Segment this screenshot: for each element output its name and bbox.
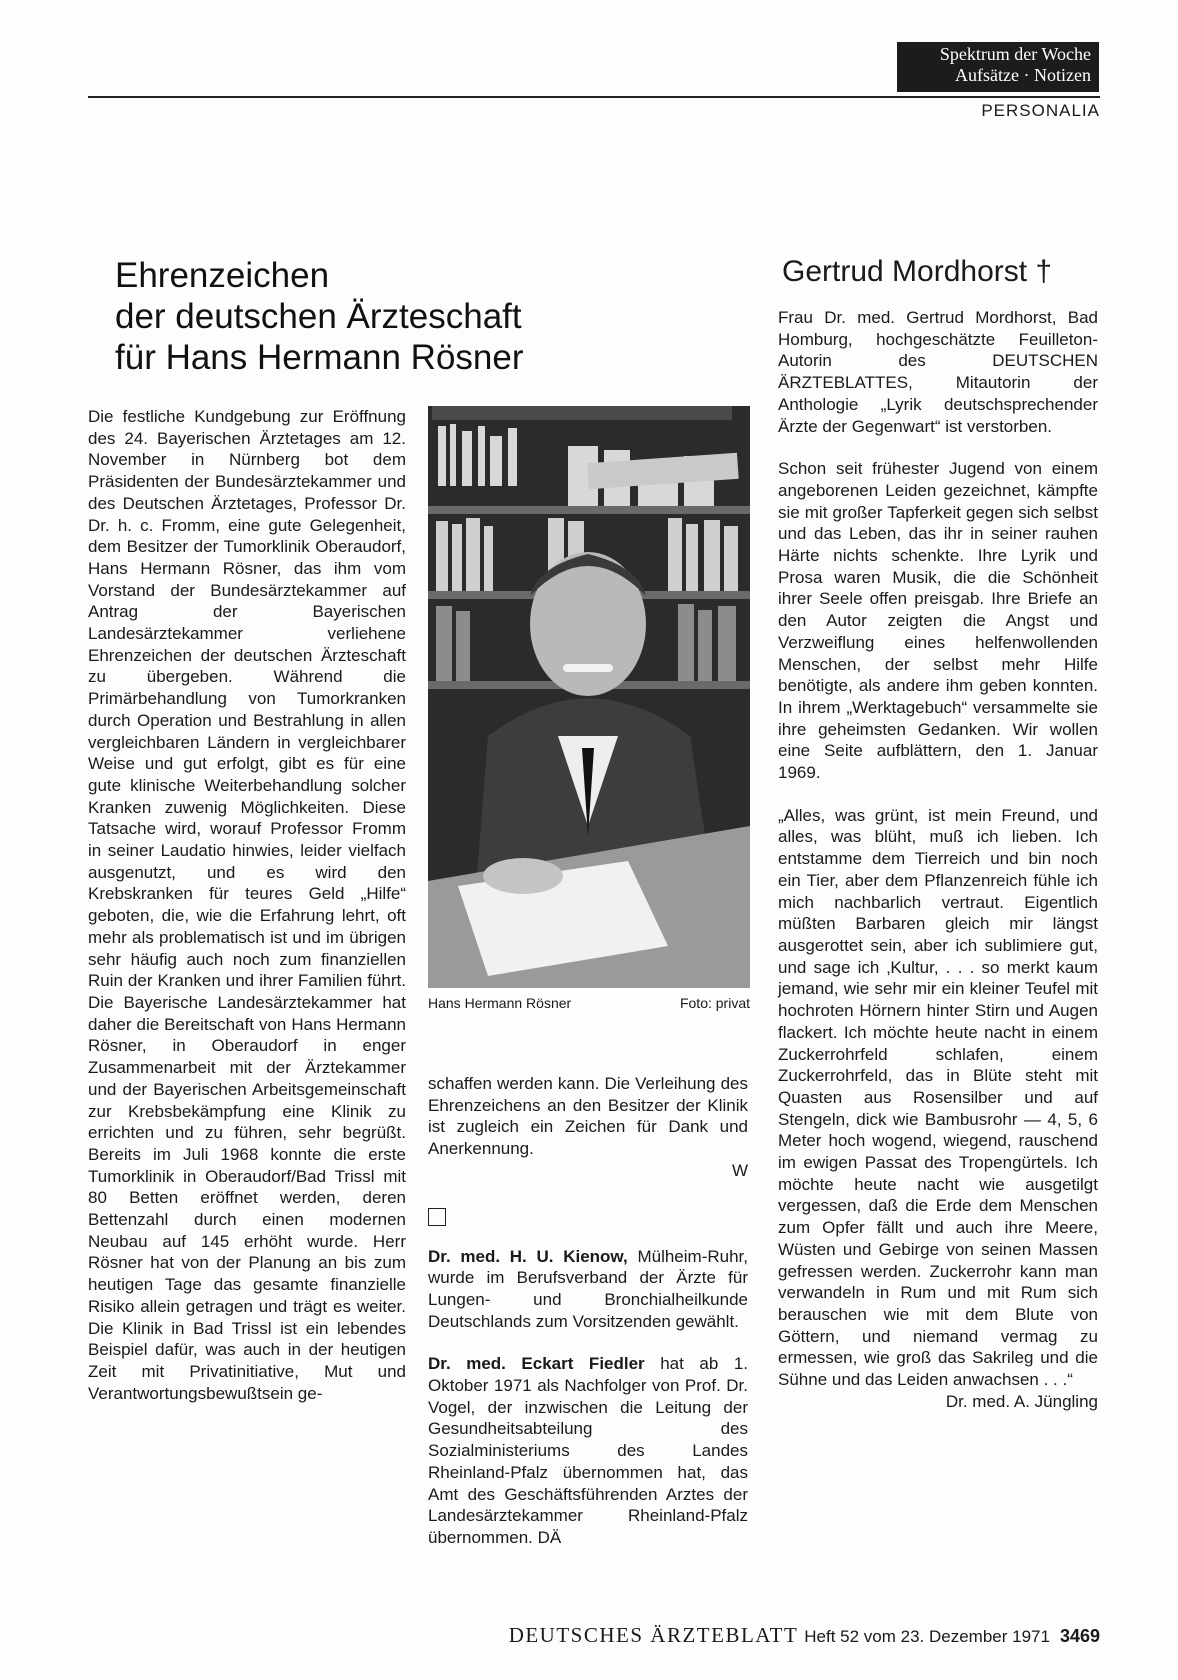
obituary-paragraph-3: „Alles, was grünt, ist mein Freund, und alles, was blüht, muß ich lieben. Ich entstamme dem Tierreich und bin noch ein Tier, aber dem Pflanzenreich fühle ich mich nachbarlich vertraut. Eigentlich müßten Barbaren gleich mir längst ausgerottet sein, aber ich sublimiere gut, und sage ich ‚Kultur, . . . so merkt kaum jemand, wie sehr mir ein kleiner Teufel mit hochroten Hörnern hinter Stirn und Augen flackert. Ich möchte heute nacht in einem Zuckerrohrfeld schlafen, einem Zuckerrohrfeld, das in Blüte steht mit Quasten aus Rosensilber und auf Stengeln, dick wie Bambusrohr — 4, 5, 6 Meter hoch wogend, wiegend, rauschend im ewigen Passat des Tropengürtels. Ich möchte heute nacht wie ausgetilgt vergessen, daß die Erde dem Menschen zum Opfer fällt und auch ihre Meere, Wüsten und Gebirge von seinen Massen gefressen werden. Zuckerrohr kann man verwandeln in Rum und mit Rum sich berauschen wie mit dem Blute von Göttern, und niemand vermag zu ermessen, wie groß das Sakrileg und die Sühne und das Leiden anwachsen . . .“ Dr. med. A. Jüngling <box>778 805 1098 1411</box>
article-signature: W <box>731 1160 748 1180</box>
article-body-continued: schaffen werden kann. Die Verleihung des Ehrenzeichens an den Besitzer der Klinik ist zugleich ein Zeichen für Dank und Anerkennung. W <box>428 1074 748 1180</box>
obituary-paragraph-2: Schon seit frühester Jugend von einem angeborenen Leiden gezeichnet, kämpfte sie mit großer Tapferkeit gegen sich selbst und das Leben, das ihr in seiner rauhen Härte nichts schenkte. Ihre Lyrik und Prosa waren Musik, die die Schönheit ihrer Seele offen preisgab. Ihre Briefe an den Autor zeigten die Angst und Verzweiflung eines helfenwollenden Menschen, der selbst mehr Hilfe benötigte, als andere ihm geben konnten. In ihrem „Werktagebuch“ versammelte sie ihre geheimsten Gedanken. Wir wollen eine Seite aufblättern, den 1. Januar 1969. <box>778 459 1098 783</box>
section-label <box>897 42 1099 92</box>
separator-square-icon <box>428 1208 446 1226</box>
article-body-text: Die festliche Kundgebung zur Eröffnung des 24. Bayerischen Ärztetages am 12. November in Nürnberg bot dem Präsidenten der Bundesärztekammer und des Deutschen Ärztetages, Professor Dr. Dr. h. c. Fromm, eine gute Gelegenheit, dem Besitzer der Tumorklinik Oberaudorf, Hans Hermann Rösner, das ihm vom Vorstand der Bundesärztekammer auf Antrag der Bayerischen Landesärztekammer verliehene Ehrenzeichen der deutschen Ärzteschaft zu übergeben. Während die Primärbehandlung von Tumorkranken durch Operation und Bestrahlung in allen vergleichbaren Ländern in vergleichbarer Weise und gut erfolgt, gibt es für eine gute klinische Weiterbehandlung solcher Kranken zuwenig Möglichkeiten. Diese Tatsache wird, worauf Professor Fromm in seiner Laudatio hinwies, leider vielfach ausgenutzt, und es wird den Krebskranken für teures Geld „Hilfe“ geboten, die, wie die Erfahrung lehrt, oft mehr als problematisch ist und im übrigen sehr häufig auch noch zum finanziellen Ruin der Kranken und ihrer Familien führt. Die Bayerische Landesärztekammer hat daher die Bereitschaft von Hans Hermann Rösner, in Oberaudorf in enger Zusammenarbeit mit der Ärztekammer und der Bayerischen Arbeitsgemeinschaft zur Krebsbekämpfung eine Klinik zu errichten und zu führen, sehr begrüßt. Bereits im Juli 1968 konnte die erste Tumorklinik in Oberaudorf/Bad Trissl mit 80 Betten eröffnet werden, deren Bettenzahl durch einen modernen Neubau auf 145 erhöht wurde. Herr Rösner hat von der Planung an bis zum heutigen Tage das gesamte finanzielle Risiko allein getragen und trägt es weiter. Die Klinik in Bad Trissl ist ein lebendes Beispiel dafür, was auch in der heutigen Zeit mit Privatinitiative, Mut und Verantwortungsbewußtsein ge- <box>88 407 406 1403</box>
journal-name: DEUTSCHES ÄRZTEBLATT <box>508 1623 799 1647</box>
notice-fiedler: Dr. med. Eckart Fiedler hat ab 1. Oktober 1971 als Nachfolger von Prof. Dr. Vogel, der inzwischen die Leitung der Gesundheitsabteilung des Sozialministeriums des Landes Rheinland-Pfalz übernommen hat, das Amt des Geschäftsführenden Arztes der Landesärztekammer Rheinland-Pfalz übernommen. DÄ <box>428 1354 749 1547</box>
header-rule <box>88 96 1100 98</box>
photo-credit: Foto: privat <box>679 995 750 1011</box>
article-headline <box>115 255 615 378</box>
issue-info: Heft 52 vom 23. Dezember 1971 <box>804 1627 1050 1646</box>
obituary-column <box>778 307 1098 1412</box>
page-footer <box>420 1623 1100 1648</box>
notice-kienow: Dr. med. H. U. Kienow, Mülheim-Ruhr, wurde im Berufsverband der Ärzte für Lungen- und Bronchialheilkunde Deutschlands zum Vorsitzenden gewählt. <box>428 1246 748 1331</box>
notice-signature: DÄ <box>537 1527 562 1547</box>
obituary-signature: Dr. med. A. Jüngling <box>945 1391 1098 1411</box>
obituary-paragraph-1: Frau Dr. med. Gertrud Mordhorst, Bad Homburg, hochgeschätzte Feuilleton-Autorin des DEUTSCHEN ÄRZTEBLATTES, Mitautorin der Anthologie „Lyrik deutschsprechender Ärzte der Gegenwart“ ist verstorben. <box>778 308 1098 436</box>
section-label-line1: Spektrum der Woche <box>939 44 1091 64</box>
headline-line-3: für Hans Hermann Rösner <box>115 338 524 377</box>
notice-name: Dr. med. H. U. Kienow, <box>428 1246 628 1266</box>
article-column-2 <box>428 1073 748 1549</box>
section-label-line2: Aufsätze · Notizen <box>955 65 1091 85</box>
headline-line-2: der deutschen Ärzteschaft <box>115 297 522 336</box>
category-label: PERSONALIA <box>981 101 1100 120</box>
headline-line-1: Ehrenzeichen <box>115 256 330 295</box>
article-column-1 <box>88 406 406 1404</box>
page-number: 3469 <box>1059 1626 1100 1646</box>
caption-text: Hans Hermann Rösner <box>428 995 572 1011</box>
notice-name: Dr. med. Eckart Fiedler <box>428 1354 645 1374</box>
obituary-title: Gertrud Mordhorst † <box>782 255 1053 288</box>
portrait-photo <box>428 406 750 988</box>
